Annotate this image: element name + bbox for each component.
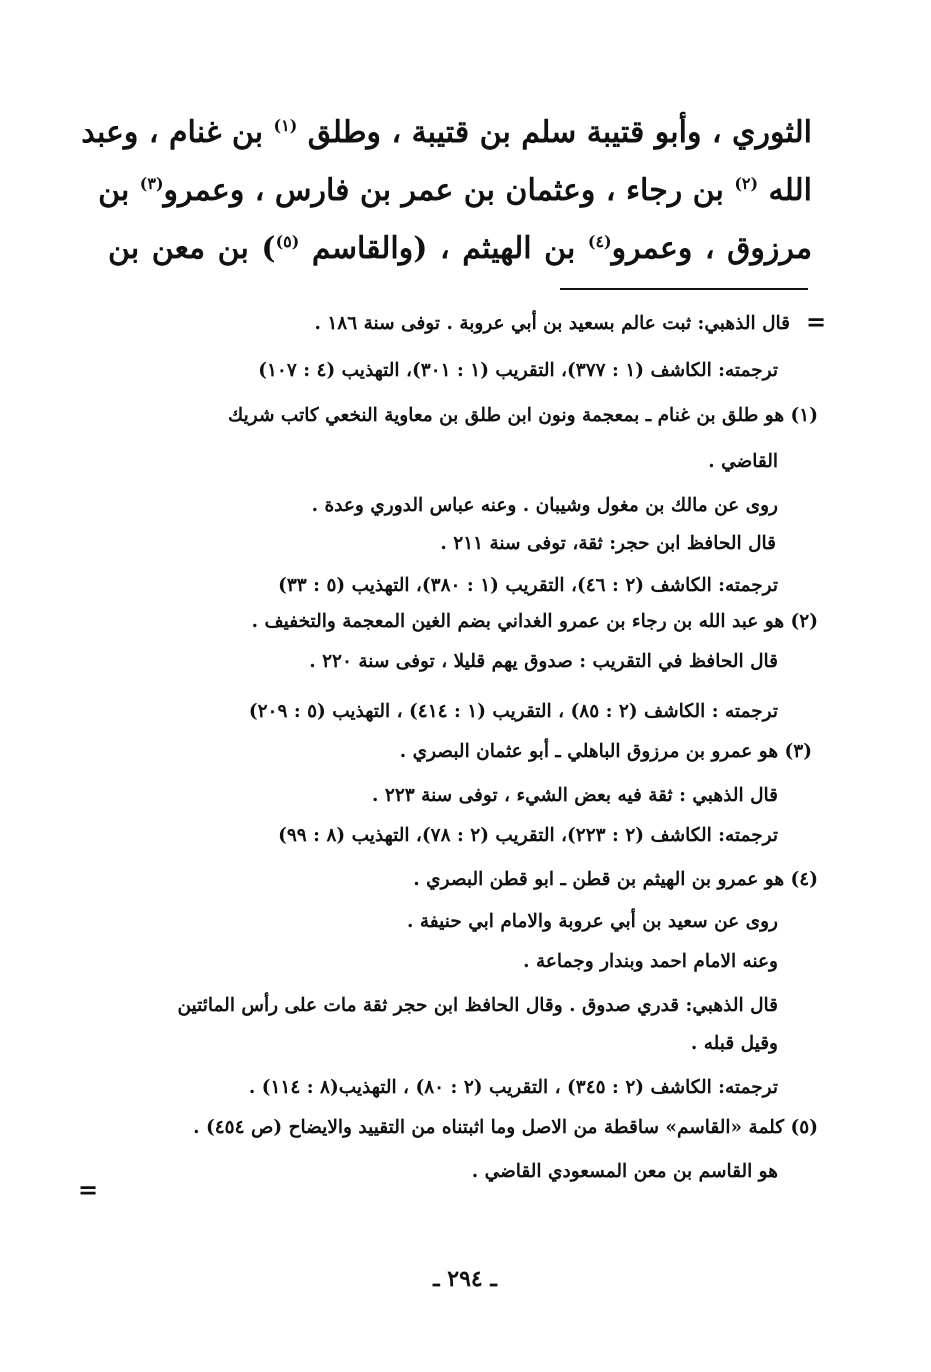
footnote-line: (٢) هو عبد الله بن رجاء بن عمرو الغداني بضم الغين المعجمة والتخفيف . [251, 611, 818, 632]
footnote-line: (١) هو طلق بن غنام ـ بمعجمة ونون ابن طلق بن معاوية النخعي كاتب شريك [228, 405, 818, 426]
footnote-line: هو القاسم بن معن المسعودي القاضي . [471, 1161, 778, 1182]
main-text-line-2 [98, 162, 812, 220]
footnote-ref-5: (٥) [275, 232, 300, 251]
footnote-line: قال الذهبي : ثقة فيه بعض الشيء ، توفى سنة ٢٢٣ . [372, 785, 778, 806]
footnote-line: روى عن سعيد بن أبي عروبة والامام ابي حنيفة . [407, 911, 778, 932]
main-text-line-3 [108, 220, 812, 278]
footnote-line: وعنه الامام احمد وبندار وجماعة . [523, 951, 778, 972]
main-text [81, 104, 813, 278]
footnote-separator [560, 288, 808, 290]
footnote-line: (٣) هو عمرو بن مرزوق الباهلي ـ أبو عثمان البصري . [399, 741, 812, 762]
footnote-ref-3: (٣) [139, 174, 164, 193]
main-text-segment: مرزوق ، وعمرو [611, 231, 813, 266]
footnote-line: (٤) هو عمرو بن الهيثم بن قطن ـ ابو قطن البصري . [413, 869, 818, 890]
footnote-line: قال الذهبي: قدري صدوق . وقال الحافظ ابن حجر ثقة مات على رأس المائتين [177, 995, 778, 1016]
footnote-line: وقيل قبله . [690, 1033, 778, 1054]
main-text-segment: بن الهيثم ، (والقاسم [299, 231, 588, 266]
footnote-ref-4: (٤) [587, 232, 612, 251]
main-text-segment: الله [758, 173, 812, 208]
continuation-mark-bottom: = [78, 1175, 99, 1204]
footnote-line: قال الحافظ ابن حجر: ثقة، توفى سنة ٢١١ . [440, 533, 776, 554]
footnote-line: قال الذهبي: ثبت عالم بسعيد بن أبي عروبة . توفى سنة ١٨٦ . [314, 313, 790, 334]
footnote-line: (٥) كلمة «القاسم» ساقطة من الاصل وما اثبتناه من التقييد والايضاح (ص ٤٥٤) . [193, 1117, 818, 1138]
footnote-line: روى عن مالك بن مغول وشيبان . وعنه عباس الدوري وعدة . [311, 495, 778, 516]
page-number: ـ ٢٩٤ ـ [433, 1266, 497, 1292]
footnote-line: ترجمته: الكاشف (٢ : ٣٤٥) ، التقريب (٢ : ٨٠) ، التهذيب(٨ : ١١٤) . [248, 1077, 778, 1098]
footnote-line: قال الحافظ في التقريب : صدوق يهم قليلا ، توفى سنة ٢٢٠ . [309, 651, 778, 672]
footnote-line: القاضي . [708, 451, 778, 472]
footnote-line: ترجمته: الكاشف (٢ : ٢٢٣)، التقريب (٢ : ٧٨)، التهذيب (٨ : ٩٩) [278, 825, 778, 846]
main-text-segment: ) بن معن بن [108, 231, 276, 266]
continuation-mark-top: = [806, 307, 827, 336]
main-text-segment: بن [98, 173, 140, 208]
main-text-line-1 [81, 104, 812, 162]
footnote-ref-1: (١) [273, 116, 298, 135]
footnote-line: ترجمته : الكاشف (٢ : ٨٥) ، التقريب (١ : ٤١٤) ، التهذيب (٥ : ٢٠٩) [248, 701, 778, 722]
main-text-segment: الثوري ، وأبو قتيبة سلم بن قتيبة ، وطلق [297, 115, 812, 150]
footnote-ref-2: (٢) [734, 174, 759, 193]
footnote-line: ترجمته: الكاشف (١ : ٣٧٧)، التقريب (١ : ٣٠١)، التهذيب (٤ : ١٠٧) [258, 360, 778, 381]
footnote-line: ترجمته: الكاشف (٢ : ٤٦)، التقريب (١ : ٣٨٠)، التهذيب (٥ : ٣٣) [278, 575, 778, 596]
main-text-segment: بن رجاء ، وعثمان بن عمر بن فارس ، وعمرو [163, 173, 735, 208]
main-text-segment: بن غنام ، وعبد [81, 115, 274, 150]
